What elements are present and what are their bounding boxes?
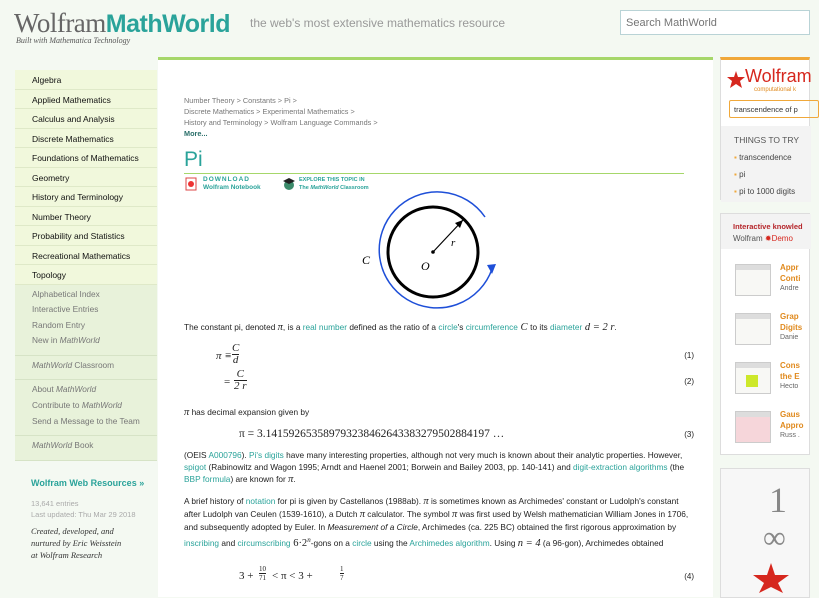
sidebar-index-group — [15, 285, 157, 356]
sidebar-item-foundations[interactable]: Foundations of Mathematics — [15, 148, 157, 168]
circumference-link[interactable]: circumference — [465, 322, 518, 332]
circle-diagram — [362, 192, 505, 322]
sidebar-item-calculus[interactable]: Calculus and Analysis — [15, 109, 157, 129]
wolfram-spikey-icon — [751, 563, 791, 593]
demo-thumbnail — [735, 264, 771, 296]
wolfram-web-resources-link[interactable]: Wolfram Web Resources » — [31, 478, 145, 488]
paragraph-digits: (OEIS A000796). Pi's digits have many interesting properties, although not very much is known about their analytic properties. However, spigot (Rabinowitz and Wagon 1995; Arndt and Haenel 2001; Borwein and Bailey 2003, pp. 140-141) and digit-extraction algorithms (the BBP formula) are known for π. — [184, 450, 685, 486]
more-link[interactable]: More... — [184, 129, 208, 138]
promo-box[interactable] — [720, 468, 810, 598]
credit-line: nurtured by Eric Weisstein — [31, 538, 122, 548]
interactive-entries-link[interactable]: Interactive Entries — [32, 304, 99, 315]
demo-thumbnail — [735, 313, 771, 345]
sidebar-item-recreational[interactable]: Recreational Mathematics — [15, 246, 157, 266]
label-c: C — [362, 253, 371, 267]
demo-thumbnail — [735, 411, 771, 443]
demo-item[interactable]: Gaus Appro Russ . — [735, 411, 815, 439]
graduation-cap-icon — [283, 177, 295, 191]
try-item[interactable]: ▪ pi — [734, 170, 746, 179]
wolfram-alpha-box — [720, 57, 810, 200]
label-italic: MathWorld — [32, 359, 73, 370]
label-r: r — [451, 237, 456, 249]
credit-line: at Wolfram Research — [31, 550, 103, 560]
sidebar-about-group — [15, 380, 157, 436]
classroom-label: The MathWorld Classroom — [299, 185, 369, 191]
notebook-label: Wolfram Notebook — [203, 184, 261, 191]
equation-1: π ≡ $\frac{C}{d}$ (1) — [216, 342, 694, 366]
demonstrations-logo[interactable]: Wolfram ✹Demo — [733, 234, 793, 243]
sidebar-item-algebra[interactable]: Algebra — [15, 70, 157, 90]
credit — [31, 525, 121, 561]
digit-extraction-link[interactable]: digit-extraction algorithms — [573, 462, 668, 473]
pis-digits-link[interactable]: Pi's digits — [249, 450, 284, 460]
arrow-head — [487, 264, 496, 274]
about-link[interactable] — [32, 384, 157, 400]
label: About — [32, 384, 56, 395]
wolfram-spikey-icon — [727, 71, 745, 89]
demo-thumbnail — [735, 362, 771, 394]
sidebar-classroom-group — [15, 356, 157, 381]
main-content — [158, 57, 713, 597]
explore-label: EXPLORE THIS TOPIC IN — [299, 177, 365, 183]
credit-line: Created, developed, and — [31, 526, 114, 536]
sidebar-item-geometry[interactable]: Geometry — [15, 168, 157, 188]
circle-link[interactable]: circle — [438, 322, 458, 332]
demo-header — [721, 214, 811, 249]
equation-3: π = 3.14159265358979323846264338327950288419​7 … (3) — [239, 428, 694, 440]
things-to-try-panel — [721, 126, 811, 202]
send-message-link[interactable]: Send a Message to the Team — [32, 415, 140, 426]
sidebar-item-topology[interactable]: Topology — [15, 265, 157, 285]
logo-mathworld: MathWorld — [105, 10, 230, 38]
archimedes-algorithm-link[interactable]: Archimedes algorithm — [409, 537, 490, 548]
header — [0, 0, 800, 52]
wa-subtitle: computational k — [754, 87, 797, 93]
contribute-link[interactable] — [32, 400, 157, 416]
things-to-try-heading: THINGS TO TRY — [734, 135, 800, 145]
classroom-link[interactable] — [32, 360, 157, 376]
breadcrumb: Number Theory > Constants > Pi > Discrete Mathematics > Experimental Mathematics > History and Terminology > Wolfram Language Commands > More... — [184, 96, 378, 138]
sidebar-item-applied[interactable]: Applied Mathematics — [15, 90, 157, 110]
sidebar-item-number-theory[interactable]: Number Theory — [15, 207, 157, 227]
promo-one: 1 — [769, 480, 787, 520]
label-italic: MathWorld — [32, 440, 73, 451]
crumb-link[interactable]: Discrete Mathematics — [184, 107, 255, 116]
sidebar-book-group — [15, 436, 157, 461]
crumb-link[interactable]: Pi — [284, 96, 291, 105]
circumscribing-link[interactable]: circumscribing — [237, 537, 291, 548]
label: Book — [72, 440, 94, 451]
demo-item[interactable]: Appr Conti Andre — [735, 264, 815, 292]
logo-wolfram: Wolfram — [14, 8, 106, 38]
circle-link[interactable]: circle — [352, 537, 372, 548]
diameter-link[interactable]: diameter — [549, 322, 583, 332]
equation-4: 3 + $\frac{10}{71}$ < π < 3 + $\frac{1}{7}$ (4) — [239, 565, 694, 582]
crumb-link[interactable]: History and Terminology — [184, 118, 263, 127]
label-o: O — [421, 259, 430, 273]
bbp-formula-link[interactable]: BBP formula — [184, 474, 231, 485]
demo-heading: Interactive knowled — [733, 222, 803, 231]
wa-query-input[interactable]: transcendence of p — [729, 100, 819, 118]
promo-infinity: ∞ — [763, 519, 786, 555]
crumb-link[interactable]: Experimental Mathematics — [262, 107, 349, 116]
search-input[interactable] — [620, 10, 810, 35]
entry-count: 13,641 entries — [31, 499, 79, 508]
label-italic: MathWorld — [59, 335, 100, 346]
demo-item[interactable]: Cons the E Hecto — [735, 362, 815, 390]
sidebar-item-discrete[interactable]: Discrete Mathematics — [15, 129, 157, 149]
notation-link[interactable]: notation — [245, 496, 276, 506]
label: Classroom — [72, 359, 115, 370]
crumb-link[interactable]: Wolfram Language Commands — [270, 118, 372, 127]
page-title: Pi — [184, 148, 203, 171]
logo-subtitle: Built with Mathematica Technology — [16, 36, 131, 45]
crumb-link[interactable]: Constants — [242, 96, 276, 105]
crumb-link[interactable]: Number Theory — [184, 96, 235, 105]
paragraph-decimal: π has decimal expansion given by — [184, 407, 310, 418]
wolfram-alpha-logo: Wolfram — [745, 66, 812, 86]
paragraph-history: A brief history of notation for pi is given by Castellanos (1988ab). π is sometimes known as Archimedes' constant or Ludolph's constant after Ludolph van Ceulen (1539-1610), a Dutch π calculator. The symbol π was first used by Welsh mathematician William Jones in 1706, and subsequently adopted by Euler. In Measurement of a Circle, Archimedes (ca. 225 BC) obtained the first rigorous approximation by inscribing and circumscribing $6\cdot 2^n$-gons on a circle using the Archimedes algorithm. Using n = 4 (a 96-gon), Archimedes obtained — [184, 496, 689, 549]
tagline: the web's most extensive mathematics resource — [250, 16, 506, 30]
notebook-icon — [185, 177, 197, 191]
divider — [184, 173, 684, 174]
spigot-link[interactable]: spigot — [184, 462, 207, 473]
sidebar — [15, 70, 157, 461]
new-in-mathworld-link[interactable] — [32, 335, 157, 351]
label: New in — [32, 335, 60, 346]
inscribing-link[interactable]: inscribing — [184, 537, 220, 548]
download-label: DOWNLOAD — [203, 176, 250, 183]
equation-2: = $\frac{C}{2 r}$ (2) — [224, 368, 694, 392]
demonstrations-box — [720, 213, 810, 455]
oeis-link[interactable]: A000796 — [208, 450, 242, 460]
last-updated: Last updated: Thu Mar 29 2018 — [31, 510, 136, 519]
site-stats — [31, 498, 136, 520]
sidebar-item-probability[interactable]: Probability and Statistics — [15, 226, 157, 246]
label-italic: MathWorld — [81, 400, 122, 411]
demo-item[interactable]: Grap Digits Danie — [735, 313, 815, 341]
random-entry-link[interactable]: Random Entry — [32, 319, 86, 330]
sidebar-item-history[interactable]: History and Terminology — [15, 187, 157, 207]
label: Contribute to — [32, 400, 82, 411]
try-item[interactable]: ▪ transcendence — [734, 153, 792, 162]
alphabetical-index-link[interactable]: Alphabetical Index — [32, 288, 100, 299]
paragraph-definition: The constant pi, denoted π, is a real number defined as the ratio of a circle's circumference C to its diameter d = 2 r. — [184, 322, 617, 333]
mathworld-logo[interactable] — [14, 8, 230, 39]
real-number-link[interactable]: real number — [302, 322, 348, 332]
label-italic: MathWorld — [56, 384, 97, 395]
book-link[interactable] — [32, 440, 157, 456]
try-item[interactable]: ▪ pi to 1000 digits — [734, 187, 796, 196]
